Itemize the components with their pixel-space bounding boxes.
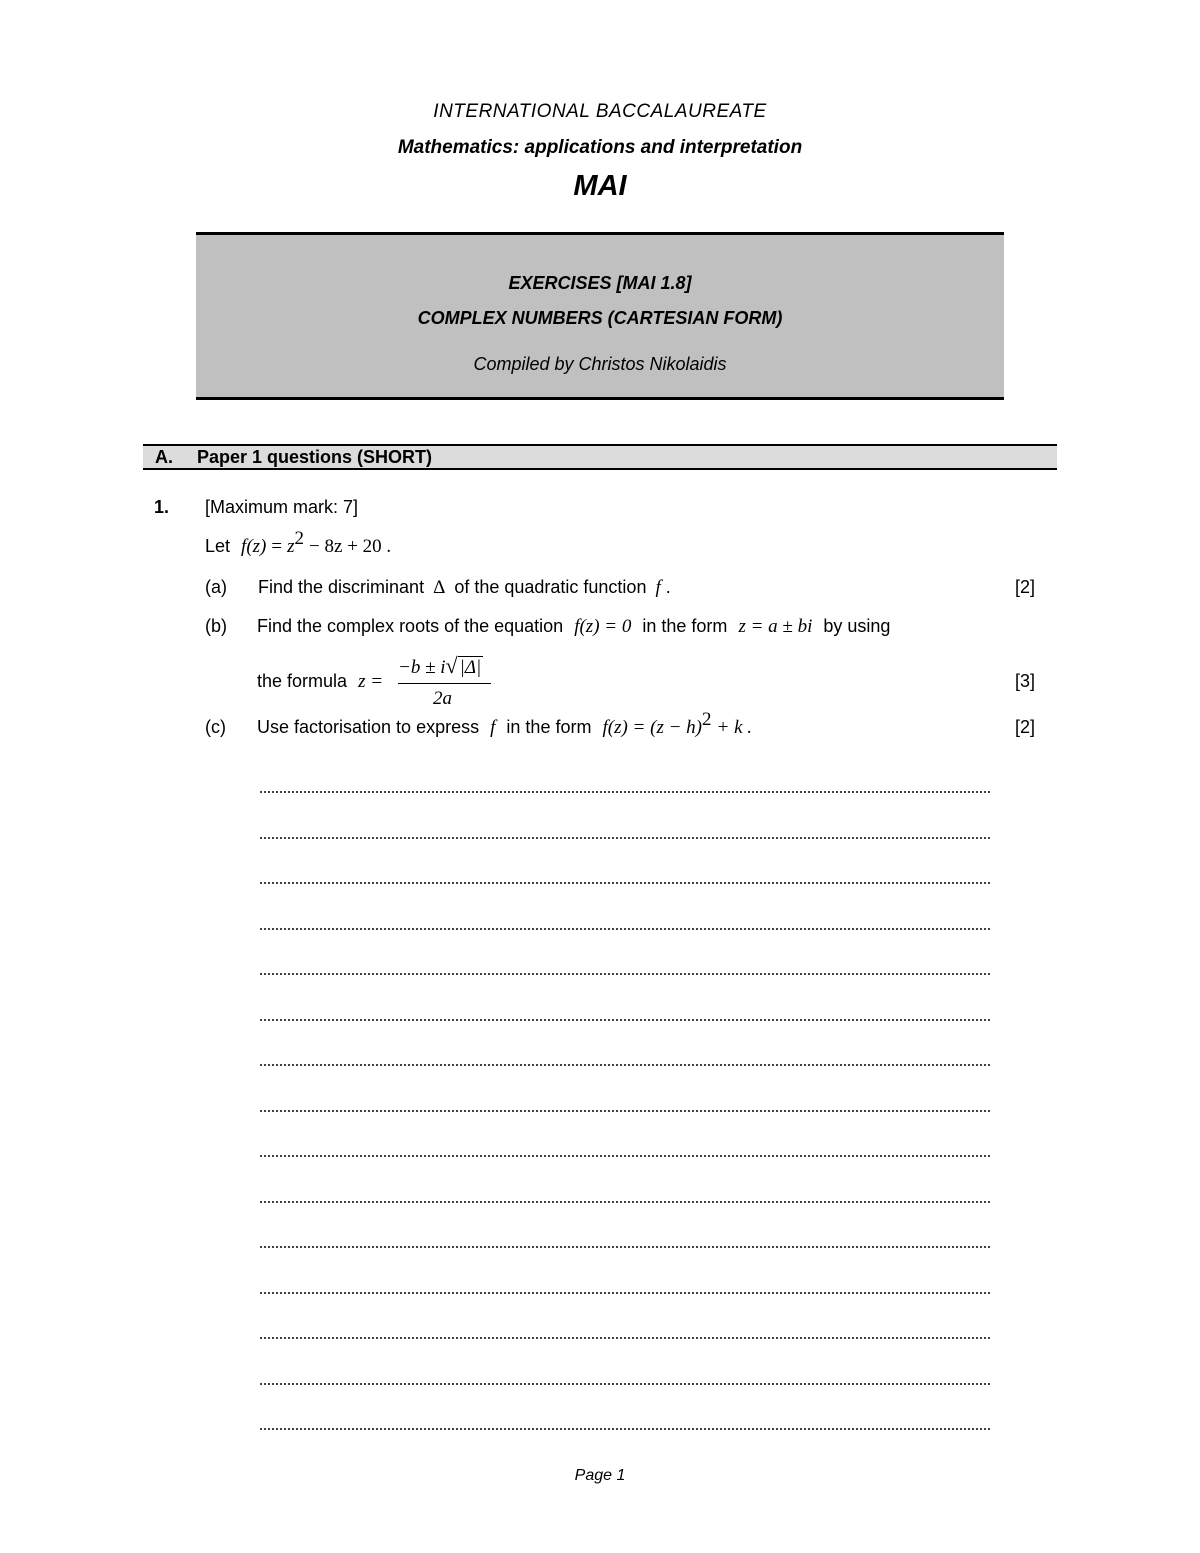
part-b-formula-text [257,671,383,693]
answer-line [259,1337,992,1339]
question-number: 1. [154,497,170,517]
part-a-text1: Find the discriminant [258,577,425,597]
answer-line [259,973,992,975]
part-b-marks: [3] [1015,671,1036,691]
formula-numerator [398,653,483,679]
section-letter: A. [155,447,173,467]
page-number: Page 1 [574,1467,626,1484]
numerator-pre: −b ± i [398,657,446,678]
part-c-text [257,709,753,739]
variable-z: z [287,536,295,557]
answer-line [259,1428,992,1430]
fraction-bar [398,683,491,684]
answer-line [259,1064,992,1066]
part-c-marks: [2] [1015,717,1036,737]
answer-line [259,1246,992,1248]
function-f-of-z: f(z) [241,536,267,557]
answer-line [259,1110,992,1112]
polynomial-rest: − 8z + 20 . [309,536,392,557]
radicand: |Δ| [459,657,482,678]
header-code: MAI [573,170,627,202]
answer-line [259,1383,992,1385]
title-topic: COMPLEX NUMBERS (CARTESIAN FORM) [417,308,783,328]
equals-sign: = [271,536,283,557]
part-c-text1: Use factorisation to express [257,717,480,737]
symbol-f: f [490,717,496,738]
question-max-mark: [Maximum mark: 7] [205,497,359,517]
part-a-text [258,577,671,599]
let-label: Let [205,536,231,556]
exponent: 2 [702,709,712,730]
formula-label: the formula [257,671,348,691]
formula-denominator: 2a [433,688,452,709]
equation-f-z-zero: f(z) = 0 [574,616,632,637]
answer-line [259,882,992,884]
formula-lhs: z = [358,671,384,692]
section-header [143,444,1057,470]
part-a-text2: of the quadratic function [454,577,647,597]
answer-line [259,1201,992,1203]
header-course: Mathematics: applications and interpretation [397,137,803,158]
answer-line [259,1292,992,1294]
delta-symbol: Δ [433,577,446,598]
answer-line [259,837,992,839]
title-exercises: EXERCISES [MAI 1.8] [508,273,692,293]
part-b-label: (b) [205,616,227,636]
factorised-form-lhs: f(z) = (z − h) [602,717,703,738]
symbol-f: f [655,577,661,598]
part-a-text3: . [665,577,671,597]
part-b-text2: in the form [642,616,728,636]
radical-sign: √ [445,653,458,678]
header-institution: INTERNATIONAL BACCALAUREATE [433,101,767,122]
question-let-line [205,528,392,558]
part-c-label: (c) [205,717,226,737]
exponent: 2 [294,528,305,549]
part-b-text [257,616,890,638]
part-b-text3: by using [823,616,891,636]
part-a-label: (a) [205,577,227,597]
title-box [196,232,1004,400]
answer-line [259,1019,992,1021]
section-title: Paper 1 questions (SHORT) [197,447,433,467]
answer-line [259,928,992,930]
factorised-form-rhs: + k . [716,717,753,738]
answer-line [259,791,992,793]
title-author: Compiled by Christos Nikolaidis [473,354,727,374]
part-b-text1: Find the complex roots of the equation [257,616,564,636]
answer-line [259,1155,992,1157]
part-a-marks: [2] [1015,577,1036,597]
part-c-text2: in the form [506,717,592,737]
equation-z-form: z = a ± bi [738,616,813,637]
